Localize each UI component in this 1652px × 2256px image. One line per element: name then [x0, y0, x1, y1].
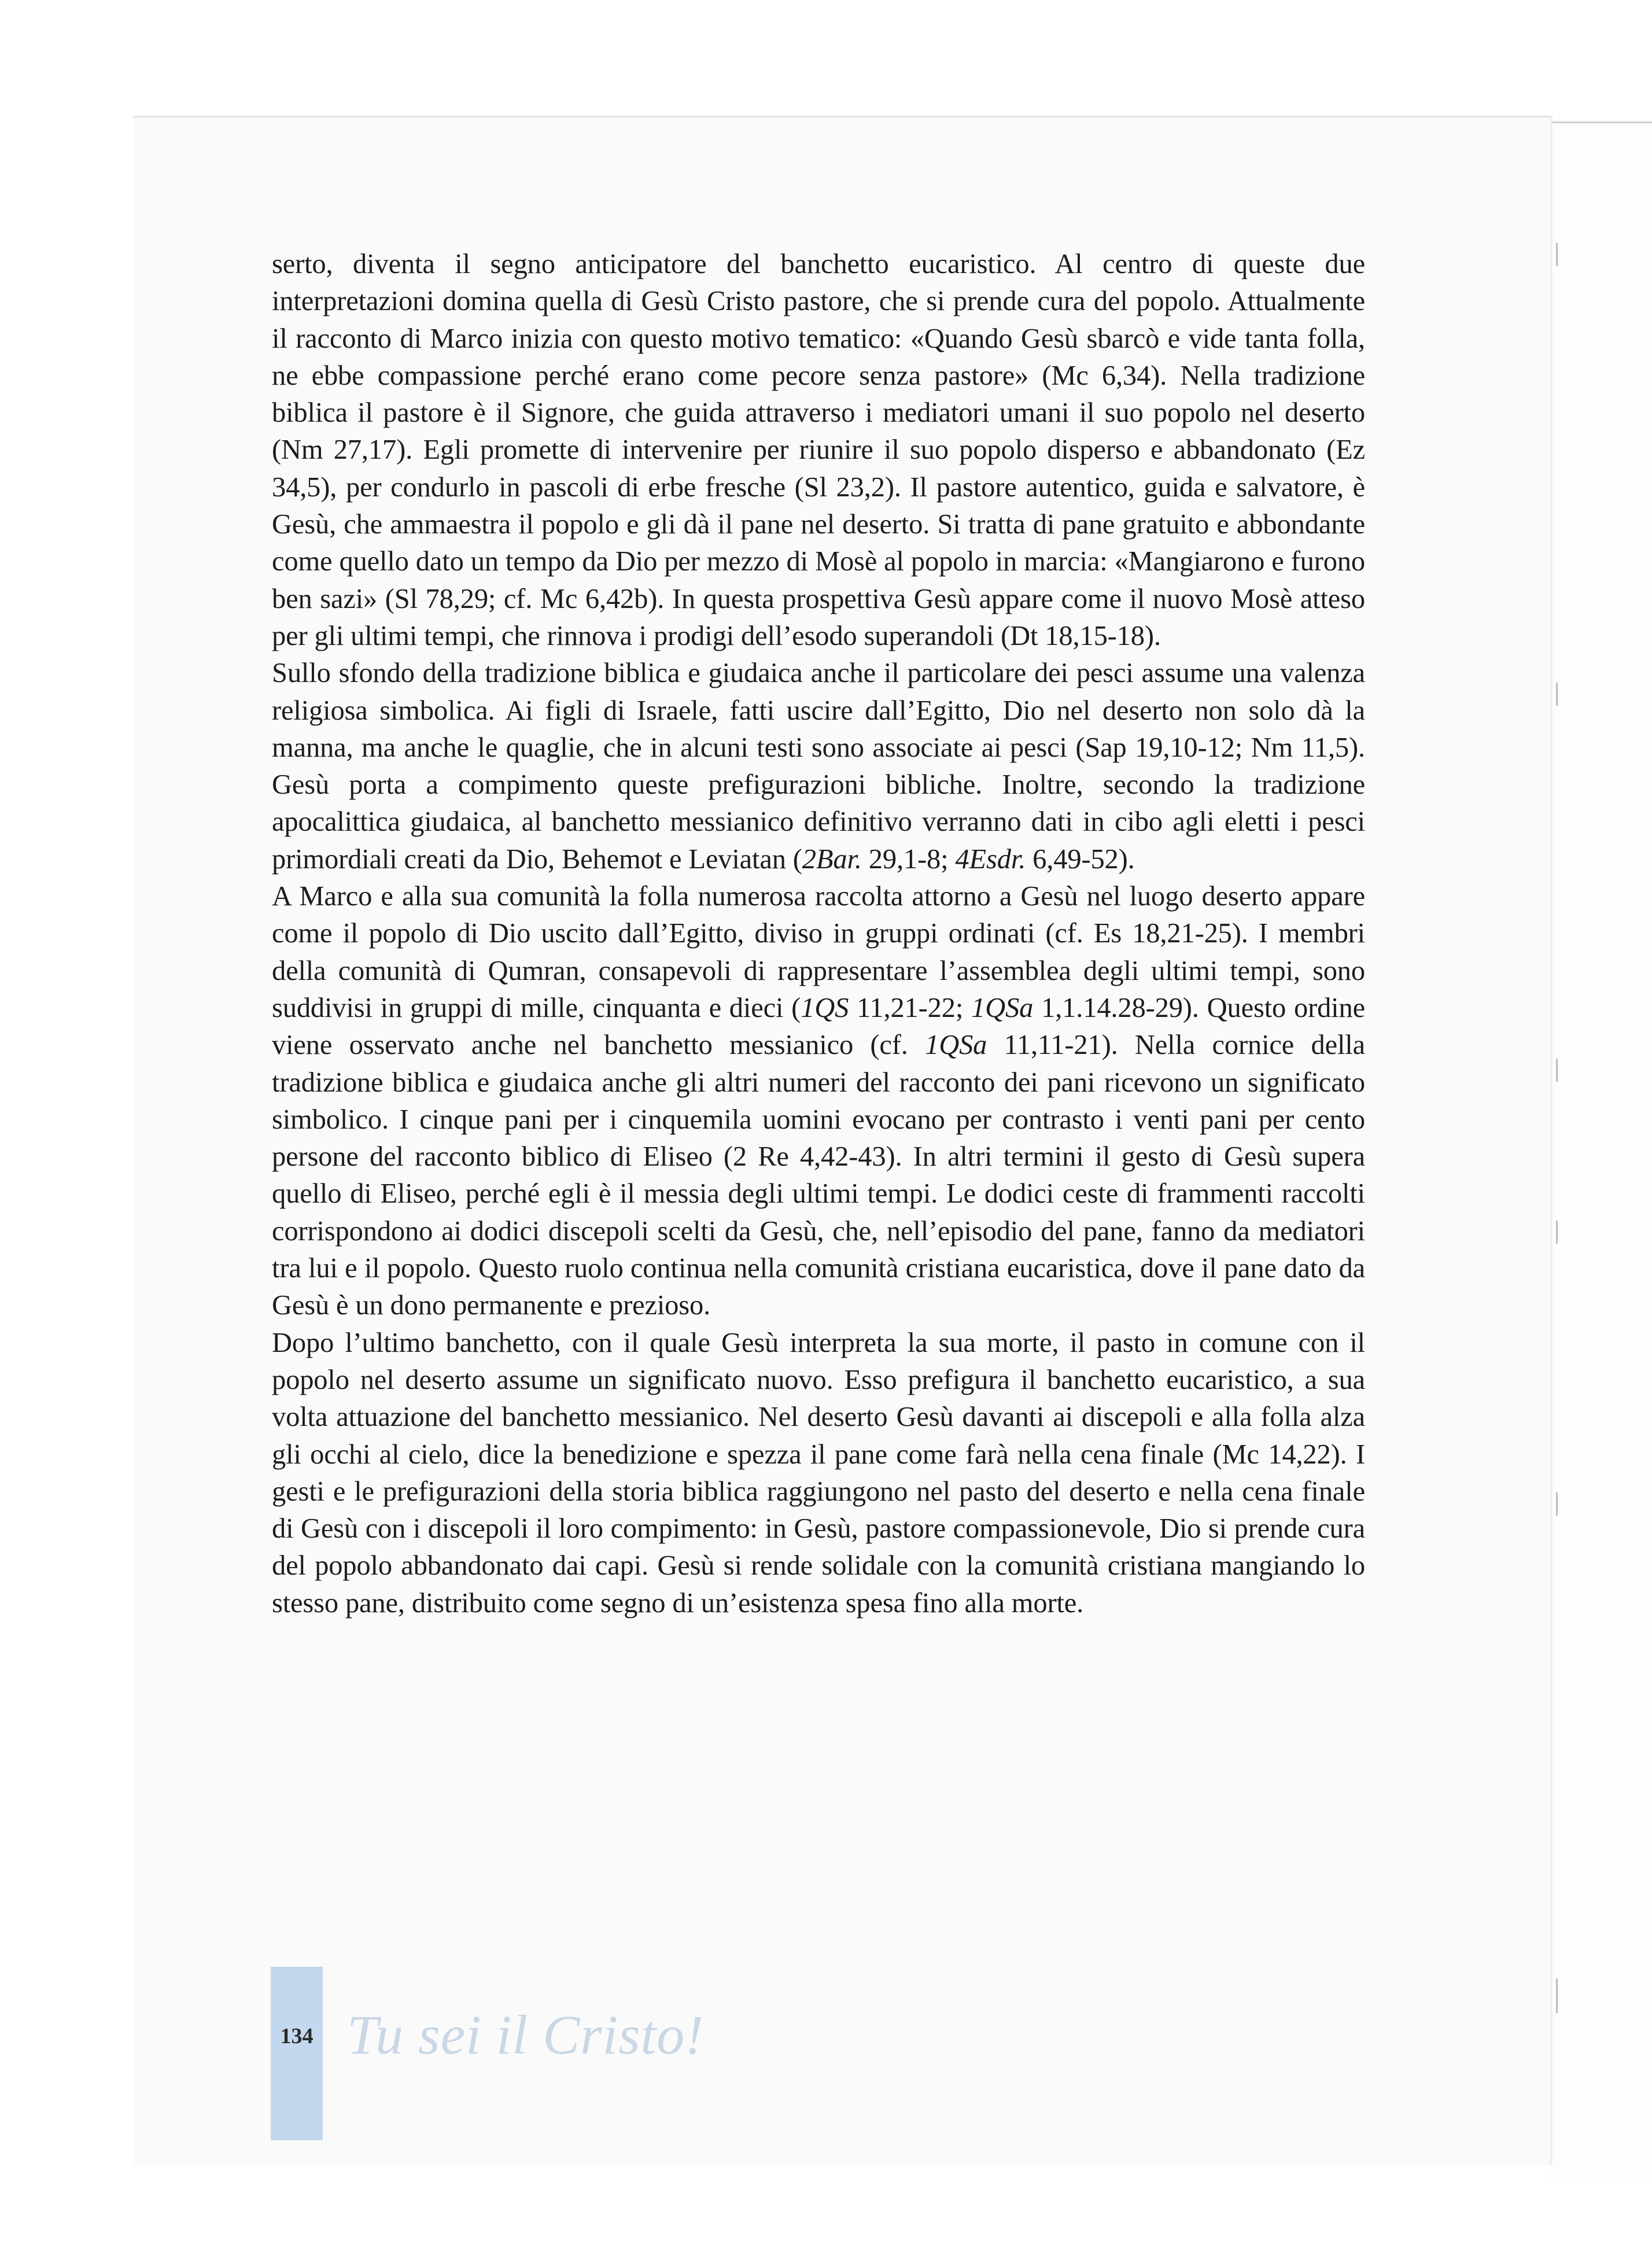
text-run: 1,1.14.28-29). Questo ordine viene osservato anche nel banchetto messianico (cf.	[272, 992, 1365, 1061]
adjacent-sheet-top-line	[1550, 121, 1652, 123]
text-run: 6,49-52).	[1026, 843, 1135, 875]
edge-mark	[1556, 243, 1558, 266]
text-run: A Marco e alla sua comunità la folla numerosa raccolta attorno a Gesù nel luogo deserto appare come il popolo di Dio uscito dall’Egitto, diviso in gruppi ordinati (cf. Es 18,21-25). I membri della comunità di Qumran, consapevoli di rappresentare l’assemblea degli ultimi tempi, sono suddivisi in gruppi di mille, cinquanta e dieci (	[272, 881, 1365, 1023]
paragraph-3	[272, 878, 1365, 1325]
page-number: 134	[280, 2024, 314, 2048]
edge-mark	[1556, 1221, 1558, 1244]
text-run: 11,21-22;	[849, 992, 972, 1023]
body-text	[272, 246, 1365, 1622]
edge-mark	[1556, 1978, 1558, 2013]
text-run: 11,11-21). Nella cornice della tradizione biblica e giudaica anche gli altri numeri del racconto dei pani ricevono un significato simbolico. I cinque pani per i cinquemila uomini evocano per contrasto i venti pani per cento persone del racconto biblico di Eliseo (2 Re 4,42-43). In altri termini il gesto di Gesù supera quello di Eliseo, perché egli è il messia degli ultimi tempi. Le dodici ceste di frammenti raccolti corrispondono ai dodici discepoli scelti da Gesù, che, nell’episodio del pane, fanno da mediatori tra lui e il popolo. Questo ruolo continua nella comunità cristiana eucaristica, dove il pane dato da Gesù è un dono permanente e prezioso.	[272, 1030, 1365, 1321]
italic-citation: 2Bar.	[802, 843, 862, 875]
text-run: serto, diventa il segno anticipatore del banchetto eucaristico. Al centro di queste due interpretazioni domina quella di Gesù Cristo pastore, che si prende cura del popolo. Attualmente il racconto di Marco inizia con questo motivo tematico: «Quando Gesù sbarcò e vide tanta folla, ne ebbe compassione perché erano come pecore senza pastore» (Mc 6,34). Nella tradizione biblica il pastore è il Signore, che guida attraverso i mediatori umani il suo popolo nel deserto (Nm 27,17). Egli promette di intervenire per riunire il suo popolo disperso e abbandonato (Ez 34,5), per condurlo in pascoli di erbe fresche (Sl 23,2). Il pastore autentico, guida e salvatore, è Gesù, che ammaestra il popolo e gli dà il pane nel deserto. Si tratta di pane gratuito e abbondante come quello dato un tempo da Dio per mezzo di Mosè al popolo in marcia: «Mangiarono e furono ben sazi» (Sl 78,29; cf. Mc 6,42b). In questa prospettiva Gesù appare come il nuovo Mosè atteso per gli ultimi tempi, che rinnova i prodigi dell’esodo superandoli (Dt 18,15-18).	[272, 249, 1365, 651]
paragraph-2	[272, 655, 1365, 878]
italic-citation: 1QS	[801, 992, 849, 1023]
text-run: 29,1-8;	[861, 843, 956, 875]
text-run: Dopo l’ultimo banchetto, con il quale Gesù interpreta la sua morte, il pasto in comune con il popolo nel deserto assume un significato nuovo. Esso prefigura il banchetto eucaristico, a sua volta attuazione del banchetto messianico. Nel deserto Gesù davanti ai discepoli e alla folla alza gli occhi al cielo, dice la benedizione e spezza il pane come farà nella cena finale (Mc 14,22). I gesti e le prefigurazioni della storia biblica raggiungono nel pasto del deserto e nella cena finale di Gesù con i discepoli il loro compimento: in Gesù, pastore compassionevole, Dio si prende cura del popolo abbandonato dai capi. Gesù si rende solidale con la comunità cristiana mangiando lo stesso pane, distribuito come segno di un’esistenza spesa fino alla morte.	[272, 1327, 1365, 1619]
italic-citation: 1QSa	[925, 1030, 987, 1061]
footer-color-bar	[271, 1967, 323, 2140]
edge-mark	[1556, 1059, 1558, 1082]
adjacent-sheet-edge	[1550, 124, 1652, 2184]
edge-mark	[1556, 1492, 1558, 1516]
running-title: Tu sei il Cristo!	[347, 2004, 705, 2066]
paragraph-1	[272, 246, 1365, 655]
italic-citation: 1QSa	[971, 992, 1034, 1023]
italic-citation: 4Esdr.	[955, 843, 1026, 875]
edge-mark	[1556, 683, 1558, 706]
text-run: Sullo sfondo della tradizione biblica e giudaica anche il particolare dei pesci assume una valenza religiosa simbolica. Ai figli di Israele, fatti uscire dall’Egitto, Dio nel deserto non solo dà la manna, ma anche le quaglie, che in alcuni testi sono associate ai pesci (Sap 19,10-12; Nm 11,5). Gesù porta a compimento queste prefigurazioni bibliche. Inoltre, secondo la tradizione apocalittica giudaica, al banchetto messianico definitivo verranno dati in cibo agli eletti i pesci primordiali creati da Dio, Behemot e Leviatan (	[272, 658, 1365, 875]
paragraph-4	[272, 1325, 1365, 1622]
